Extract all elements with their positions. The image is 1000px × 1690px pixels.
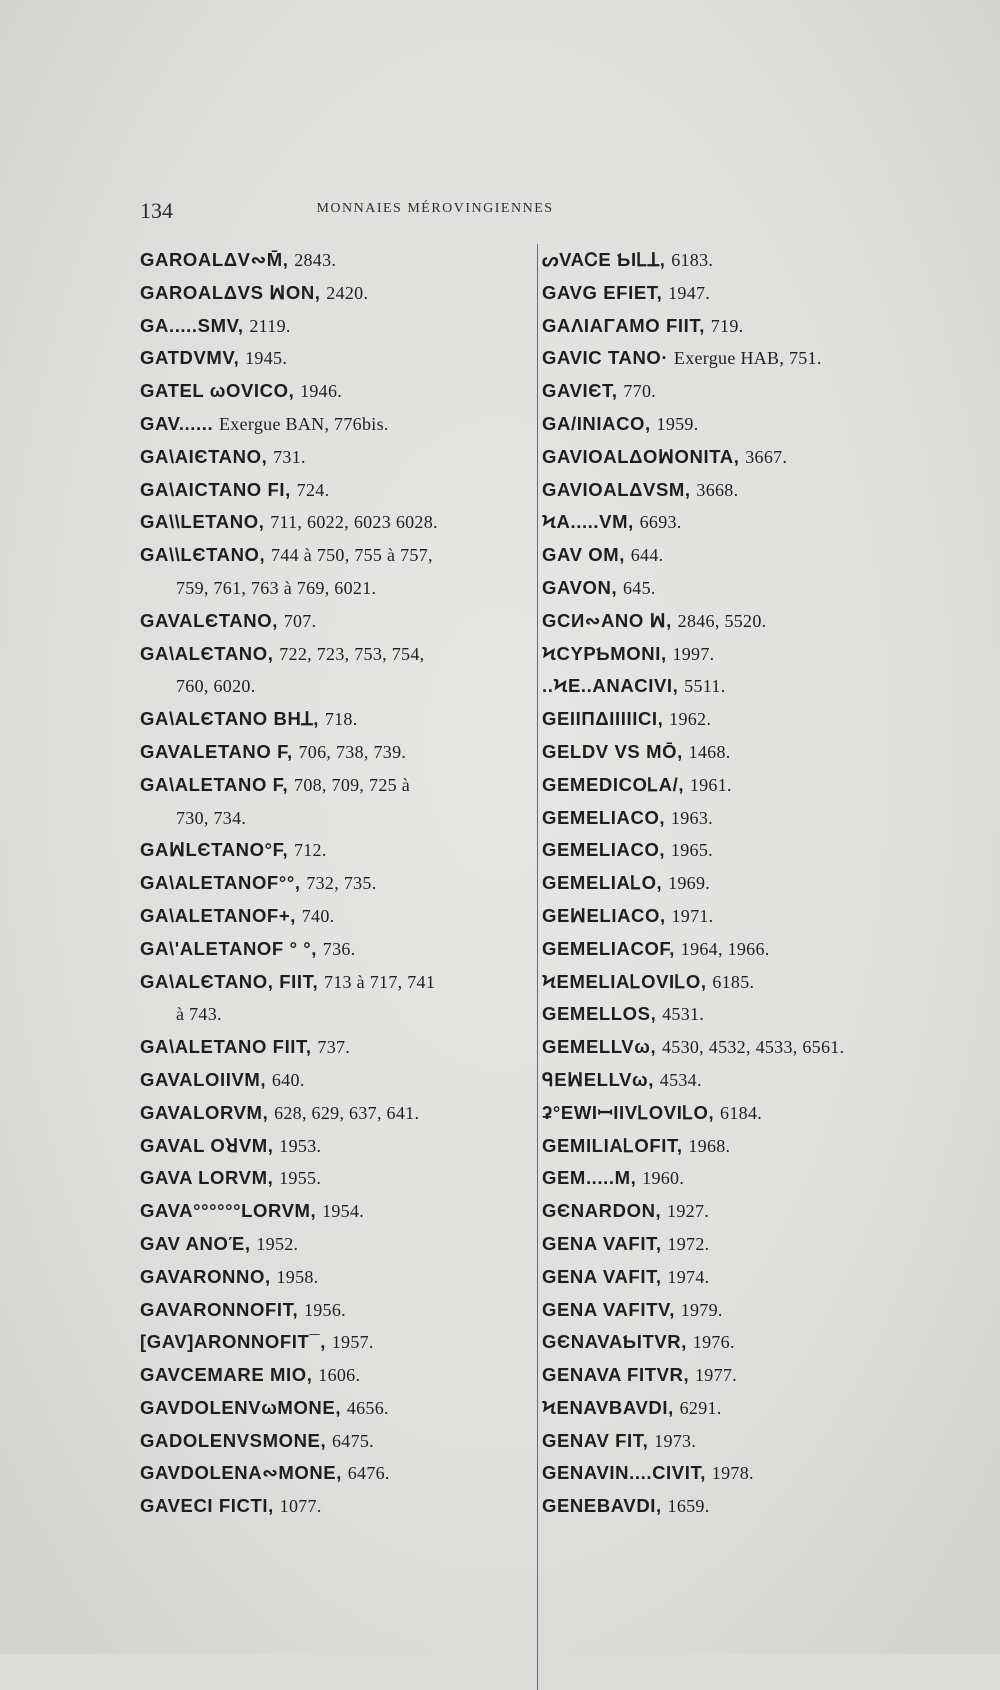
coin-references: 1974. — [667, 1266, 710, 1287]
coin-entry — [542, 1097, 942, 1130]
coin-legend: GAVIOALΔVSM, — [542, 478, 691, 500]
page-number: 134 — [140, 198, 173, 223]
coin-references: 719. — [710, 315, 744, 336]
coin-legend: GAV...... — [140, 412, 214, 434]
coin-legend: GA/INIACO, — [542, 412, 651, 434]
coin-references: 1979. — [680, 1299, 723, 1320]
coin-legend: GA\ALETANOF+, — [140, 904, 296, 926]
coin-entry — [140, 638, 530, 671]
coin-references: 712. — [293, 840, 327, 861]
coin-legend: GAVG EFIET, — [542, 281, 663, 303]
coin-entry — [542, 966, 942, 999]
coin-entry — [542, 933, 942, 966]
coin-references: 1955. — [279, 1168, 322, 1189]
coin-references: 1969. — [668, 873, 711, 894]
coin-entry — [542, 1359, 942, 1392]
coin-entry — [542, 867, 942, 900]
coin-entry — [140, 1326, 530, 1359]
coin-entry — [542, 310, 942, 343]
coin-entry — [140, 1195, 530, 1228]
coin-references: à 743. — [176, 1004, 222, 1025]
coin-entry — [140, 769, 530, 802]
coin-legend: GA\'ALETANOF ° °, — [140, 937, 318, 959]
coin-references: 1965. — [670, 840, 713, 861]
coin-legend: GAVON, — [542, 576, 618, 598]
coin-references: 1952. — [256, 1233, 299, 1254]
coin-legend: GЄNARDON, — [542, 1200, 662, 1222]
coin-entry — [140, 670, 530, 703]
coin-entry — [542, 1294, 942, 1327]
coin-entry — [542, 572, 942, 605]
coin-references: 770. — [623, 381, 657, 402]
coin-entry — [542, 769, 942, 802]
coin-references: 1945. — [245, 348, 288, 369]
coin-legend: GEMELLVω, — [542, 1036, 657, 1058]
coin-entry — [140, 867, 530, 900]
coin-entry — [542, 1162, 942, 1195]
coin-legend: GENA VAFIT, — [542, 1232, 662, 1254]
coin-legend: ϞA.....VM, — [542, 511, 634, 533]
running-title: MONNAIES MÉROVINGIENNES — [316, 201, 554, 216]
coin-references: 5511. — [684, 676, 726, 697]
coin-references: 706, 738, 739. — [298, 741, 407, 762]
coin-references: 1978. — [711, 1463, 754, 1484]
coin-references: 1962. — [669, 709, 712, 730]
coin-entry — [542, 834, 942, 867]
coin-references: 744 à 750, 755 à 757, — [271, 545, 433, 566]
coin-references: 6185. — [712, 971, 755, 992]
coin-legend: GATDVMV, — [140, 347, 240, 369]
coin-references: 1468. — [688, 741, 731, 762]
coin-legend: GA\ALETANO F, — [140, 773, 289, 795]
coin-entry — [140, 1359, 530, 1392]
coin-legend: GAVALORVM, — [140, 1101, 269, 1123]
column-divider — [537, 244, 538, 1690]
coin-entry — [542, 1064, 942, 1097]
coin-legend: GAΛIAΓAMO FIIT, — [542, 314, 705, 336]
coin-legend: GA\AIЄTANO, — [140, 445, 268, 467]
right-column — [542, 244, 942, 1523]
coin-entry — [140, 1490, 530, 1523]
coin-entry — [542, 1261, 942, 1294]
coin-references: 1077. — [279, 1496, 322, 1517]
coin-entry — [542, 1425, 942, 1458]
coin-legend: GA\AICTANO FI, — [140, 478, 291, 500]
coin-legend: GAVALETANO F, — [140, 740, 293, 762]
coin-entry — [140, 1064, 530, 1097]
coin-entry — [542, 539, 942, 572]
coin-references: 6291. — [679, 1397, 722, 1418]
coin-entry — [140, 900, 530, 933]
coin-references: 722, 723, 753, 754, — [279, 643, 425, 664]
coin-entry — [140, 998, 530, 1031]
coin-entry — [542, 1490, 942, 1523]
coin-references: Exergue HAB, 751. — [673, 348, 822, 369]
coin-legend: GADOLENVSMONE, — [140, 1429, 327, 1451]
coin-entry — [140, 802, 530, 835]
coin-entry — [140, 834, 530, 867]
coin-entry — [542, 375, 942, 408]
coin-entry — [542, 506, 942, 539]
coin-entry — [542, 998, 942, 1031]
coin-references: 1959. — [656, 413, 699, 434]
coin-entry — [140, 1031, 530, 1064]
coin-legend: GEM.....M, — [542, 1167, 637, 1189]
coin-entry — [542, 670, 942, 703]
coin-legend: ϞCYPƄMONI, — [542, 642, 667, 664]
coin-entry — [140, 1130, 530, 1163]
coin-legend: GAVDOLENA∾MONE, — [140, 1462, 342, 1484]
coin-references: 1976. — [692, 1332, 735, 1353]
coin-references: 1946. — [300, 381, 343, 402]
coin-legend: GAVDOLENVωMONE, — [140, 1396, 342, 1418]
coin-entry — [542, 900, 942, 933]
coin-entry — [140, 539, 530, 572]
coin-legend: GEMEDICOᏞΑ/, — [542, 773, 685, 795]
page-header — [140, 198, 730, 222]
coin-references: 1956. — [303, 1299, 346, 1320]
coin-references: 644. — [630, 545, 664, 566]
coin-entry — [140, 1294, 530, 1327]
coin-legend: GAVIC TANO· — [542, 347, 669, 369]
coin-entry — [542, 342, 942, 375]
coin-references: 731. — [273, 446, 306, 467]
coin-references: 760, 6020. — [176, 676, 256, 697]
coin-entry — [542, 474, 942, 507]
coin-references: 628, 629, 637, 641. — [274, 1102, 420, 1123]
coin-legend: GAVCEMARE MIO, — [140, 1364, 313, 1386]
coin-legend: GEMELIACOF, — [542, 937, 676, 959]
coin-references: 1958. — [276, 1266, 319, 1287]
coin-legend: GAVA LORVM, — [140, 1167, 274, 1189]
coin-entry — [140, 375, 530, 408]
coin-legend: GAROALΔVS ꟽON, — [140, 281, 321, 303]
coin-entry — [542, 638, 942, 671]
coin-references: 732, 735. — [306, 873, 377, 894]
coin-references: 713 à 717, 741 — [323, 971, 436, 992]
coin-entry — [542, 1392, 942, 1425]
coin-references: 1606. — [318, 1365, 361, 1386]
coin-entry — [140, 441, 530, 474]
coin-legend: GEMELIAᏞO, — [542, 872, 663, 894]
coin-entry — [542, 1031, 942, 1064]
coin-entry — [140, 1392, 530, 1425]
coin-legend: GAV ANOΈ, — [140, 1232, 251, 1254]
coin-references: 737. — [317, 1037, 351, 1058]
coin-legend: GEMILIAᏞOFIT, — [542, 1134, 683, 1156]
coin-entry — [542, 244, 942, 277]
coin-references: 4531. — [662, 1004, 705, 1025]
coin-references: 740. — [301, 905, 335, 926]
coin-entry — [542, 1130, 942, 1163]
coin-legend: GA\\LETANO, — [140, 511, 265, 533]
coin-entry — [140, 244, 530, 277]
coin-legend: GENA VAFITV, — [542, 1298, 675, 1320]
coin-legend: GA\ALЄTANO, — [140, 642, 274, 664]
coin-legend: GEMELIACO, — [542, 839, 666, 861]
coin-legend: GAVARONNO, — [140, 1265, 271, 1287]
coin-references: 1963. — [670, 807, 713, 828]
coin-references: 4530, 4532, 4533, 6561. — [661, 1037, 845, 1058]
coin-legend: GA.....SMV, — [140, 314, 244, 336]
coin-legend: ϞEMELIAᏞOVIᏞO, — [542, 970, 707, 992]
coin-entry — [140, 408, 530, 441]
coin-references: 708, 709, 725 à — [294, 774, 411, 795]
coin-entry — [542, 1326, 942, 1359]
coin-legend: ..ϞE..ANACIVI, — [542, 675, 679, 697]
coin-legend: GA\ALЄTANO BHꓕ, — [140, 708, 320, 730]
coin-legend: GELDV VS MŌ, — [542, 740, 683, 762]
coin-entry — [140, 1162, 530, 1195]
coin-references: 6693. — [639, 512, 682, 533]
coin-references: 1973. — [654, 1430, 697, 1451]
coin-entry — [140, 1261, 530, 1294]
coin-entry — [140, 277, 530, 310]
coin-legend: GENAVIN....CIVIT, — [542, 1462, 707, 1484]
coin-references: 1659. — [667, 1496, 710, 1517]
coin-references: 6183. — [671, 250, 714, 270]
coin-legend: GAVECI FICTI, — [140, 1495, 274, 1517]
coin-references: 1927. — [667, 1201, 710, 1222]
coin-references: 2846, 5520. — [677, 610, 767, 631]
coin-entry — [140, 933, 530, 966]
coin-references: 6184. — [720, 1102, 763, 1123]
coin-legend: GATEL ωOVICO, — [140, 380, 295, 402]
coin-entry — [140, 1425, 530, 1458]
coin-references: 1971. — [671, 905, 714, 926]
coin-references: 6475. — [331, 1430, 374, 1451]
coin-legend: GA\ALЄTANO, FIIT, — [140, 970, 319, 992]
coin-references: 1997. — [672, 643, 715, 664]
coin-references: 711, 6022, 6023 6028. — [270, 512, 438, 533]
coin-entry — [140, 605, 530, 638]
coin-references: 1972. — [667, 1233, 710, 1254]
coin-references: 2119. — [249, 315, 291, 336]
coin-legend: GAVARONNOFIT, — [140, 1298, 299, 1320]
coin-legend: GAVALЄTANO, — [140, 609, 278, 631]
coin-legend: ϞENAVBAVDI, — [542, 1396, 674, 1418]
coin-entry — [140, 310, 530, 343]
left-column — [140, 244, 530, 1523]
coin-references: 3667. — [745, 446, 788, 467]
coin-references: 724. — [296, 479, 330, 500]
coin-legend: GEIIΠΔIIIIICI, — [542, 708, 664, 730]
coin-legend: GAVALOIIVM, — [140, 1068, 267, 1090]
coin-references: 707. — [283, 610, 317, 631]
coin-entry — [140, 966, 530, 999]
coin-references: 1968. — [688, 1135, 731, 1156]
coin-legend: ʡ°EWIꟷIIVᏞOVIᏞO, — [542, 1101, 715, 1123]
coin-legend: GAꟽLЄTANO°F, — [140, 839, 289, 861]
coin-references: 1961. — [689, 774, 732, 795]
coin-references: 1964, 1966. — [680, 938, 770, 959]
coin-references: 1947. — [668, 282, 711, 303]
coin-entry — [542, 408, 942, 441]
coin-legend: GEMELIACO, — [542, 806, 666, 828]
coin-references: 640. — [271, 1069, 305, 1090]
coin-entry — [140, 506, 530, 539]
coin-legend: GAVIЄT, — [542, 380, 618, 402]
coin-legend: GCИ∾ANO ꟽ, — [542, 609, 672, 631]
coin-entry — [140, 572, 530, 605]
coin-legend: GA\ALETANO FIIT, — [140, 1036, 312, 1058]
coin-references: 1960. — [642, 1168, 685, 1189]
coin-entry — [140, 703, 530, 736]
coin-references: 1957. — [331, 1332, 374, 1353]
coin-entry — [542, 802, 942, 835]
coin-references: 645. — [622, 577, 656, 598]
coin-entry — [140, 1457, 530, 1490]
coin-references: 6476. — [347, 1463, 390, 1484]
coin-legend: GAVAL OꓤVM, — [140, 1134, 274, 1156]
coin-references: 730, 734. — [176, 807, 247, 828]
coin-references: 736. — [322, 938, 356, 959]
coin-legend: GENAV FIT, — [542, 1429, 649, 1451]
coin-legend: GENA VAFIT, — [542, 1265, 662, 1287]
coin-entry — [140, 736, 530, 769]
coin-entry — [542, 1195, 942, 1228]
coin-references: 3668. — [696, 479, 739, 500]
coin-legend: GAVA°°°°°°LORVM, — [140, 1200, 317, 1222]
coin-legend: GEꟽELIACO, — [542, 904, 666, 926]
coin-legend: GAROALΔV∾M̄, — [140, 249, 289, 270]
coin-entry — [542, 703, 942, 736]
coin-references: 4534. — [659, 1069, 702, 1090]
coin-legend: GEMELLOS, — [542, 1003, 657, 1025]
coin-entry — [542, 1228, 942, 1261]
coin-references: 1977. — [695, 1365, 737, 1386]
coin-entry — [140, 342, 530, 375]
coin-references: 759, 761, 763 à 769, 6021. — [176, 577, 377, 598]
coin-legend: GENAVA FITVR, — [542, 1364, 690, 1386]
coin-references: 1953. — [279, 1135, 322, 1156]
coin-entry — [542, 736, 942, 769]
coin-legend: [GAV]ARONNOFIT¯, — [140, 1331, 326, 1353]
coin-legend: GЄNAVAƄITVR, — [542, 1331, 688, 1353]
coin-references: 718. — [324, 709, 358, 730]
coin-entry — [542, 277, 942, 310]
coin-legend: GA\ALETANOF°°, — [140, 872, 301, 894]
coin-references: 4656. — [346, 1397, 389, 1418]
coin-entry — [542, 1457, 942, 1490]
coin-entry — [140, 1097, 530, 1130]
coin-entry — [140, 1228, 530, 1261]
coin-references: 2843. — [294, 250, 337, 270]
coin-references: 2420. — [326, 282, 369, 303]
coin-entry — [542, 605, 942, 638]
coin-references: 1954. — [322, 1201, 365, 1222]
coin-legend: GAV OM, — [542, 544, 625, 566]
coin-references: Exergue BAN, 776bis. — [219, 413, 389, 434]
coin-legend: GAVIOALΔOꟽONITA, — [542, 445, 740, 467]
coin-entry — [140, 474, 530, 507]
coin-entry — [542, 441, 942, 474]
coin-legend: ᑫEꟽELLVω, — [542, 1068, 655, 1090]
coin-legend: ᔕVAᏟE ƄIᏞꓕ, — [542, 249, 666, 270]
coin-legend: GA\\LЄTANO, — [140, 544, 266, 566]
coin-legend: GENEBAVDI, — [542, 1495, 662, 1517]
